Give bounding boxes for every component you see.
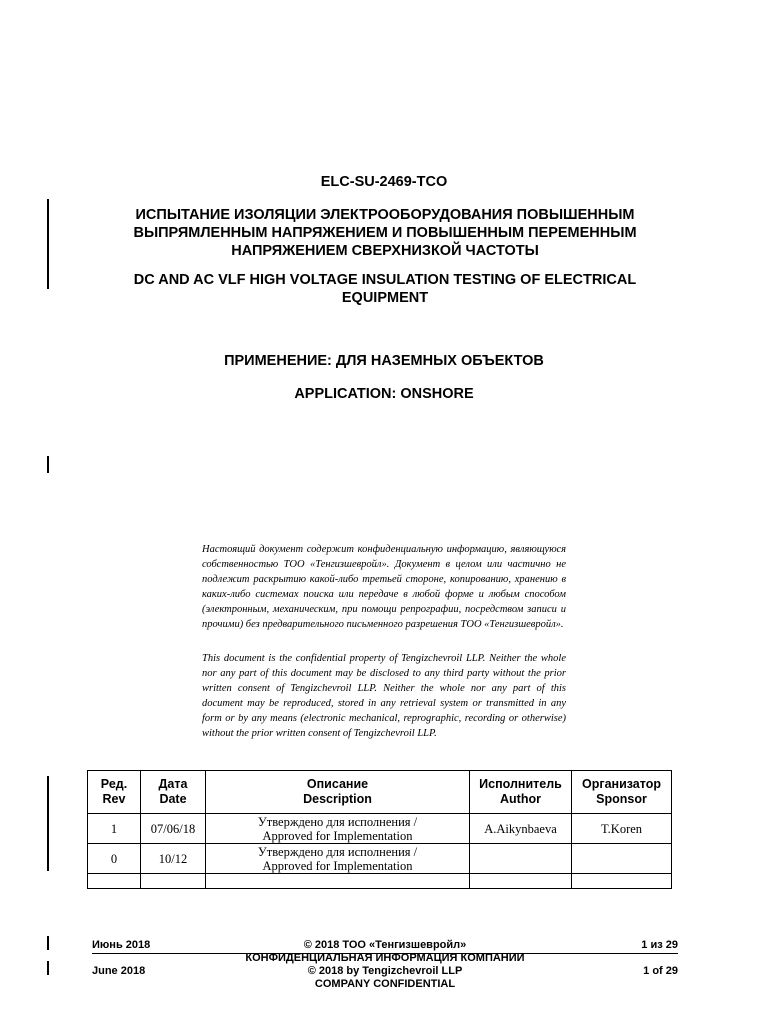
footer-page-en: 1 of 29 xyxy=(643,965,678,977)
cell-date: 10/12 xyxy=(141,844,206,874)
header-sponsor-en: Sponsor xyxy=(596,792,647,806)
cell-rev: 0 xyxy=(88,844,141,874)
header-description-ru: Описание xyxy=(306,777,369,791)
header-rev-en: Rev xyxy=(102,792,126,806)
revision-table-header xyxy=(88,771,672,814)
header-author-ru: Исполнитель xyxy=(479,777,562,791)
header-date-ru: Дата xyxy=(158,777,188,791)
header-date xyxy=(141,771,206,814)
header-rev xyxy=(88,771,141,814)
header-sponsor-ru: Организатор xyxy=(582,777,661,791)
document-number: ELC-SU-2469-TCO xyxy=(320,174,448,190)
confidentiality-notice-en: This document is the confidential property of Tengizchevroil LLP. Neither the whole nor any part of this document may be disclosed to any third party without the prior written consent of Tengizchevroil LLP. Neither the whole nor any part of this document may be reproduced, stored in any retrieval system or transmitted in any form or by any means (electronic mechanical, reprographic, recording or otherwise) without the prior written consent of Tengizchevroil LLP. xyxy=(202,653,566,739)
cell-rev: 1 xyxy=(88,814,141,844)
header-sponsor xyxy=(572,771,672,814)
cell-description xyxy=(206,844,470,874)
cell-empty xyxy=(88,874,141,889)
change-bar-footer-1 xyxy=(47,936,49,950)
table-row-empty xyxy=(88,874,672,889)
change-bar-mid xyxy=(47,456,49,473)
cell-sponsor: T.Koren xyxy=(572,814,672,844)
document-title-ru: ИСПЫТАНИЕ ИЗОЛЯЦИИ ЭЛЕКТРООБОРУДОВАНИЯ ПОВЫШЕННЫМ ВЫПРЯМЛЕННЫМ НАПРЯЖЕНИЕМ И ПОВЫШЕННЫМ ПЕРЕМЕННЫМ НАПРЯЖЕНИЕМ СВЕРХНИЗКОЙ ЧАСТОТЫ xyxy=(133,207,637,259)
cell-empty xyxy=(470,874,572,889)
cell-author xyxy=(470,844,572,874)
cell-date: 07/06/18 xyxy=(141,814,206,844)
header-author xyxy=(470,771,572,814)
table-row xyxy=(88,844,672,874)
header-description-en: Description xyxy=(303,792,372,806)
footer-copyright-ru: © 2018 ТОО «Тенгизшевройл» xyxy=(303,939,467,951)
footer-copyright-en: © 2018 by Tengizchevroil LLP xyxy=(307,965,463,977)
change-bar-title xyxy=(47,199,49,289)
cell-empty xyxy=(141,874,206,889)
table-row xyxy=(88,814,672,844)
change-bar-footer-2 xyxy=(47,961,49,975)
footer-date-ru: Июнь 2018 xyxy=(92,939,151,951)
cell-description-ru: Утверждено для исполнения / xyxy=(257,814,418,829)
footer-confidential-ru: КОНФИДЕНЦИАЛЬНАЯ ИНФОРМАЦИЯ КОМПАНИИ xyxy=(245,952,525,964)
cell-description-en: Approved for Implementation xyxy=(262,858,413,873)
revision-table xyxy=(87,770,672,889)
footer-page-ru: 1 из 29 xyxy=(641,939,678,951)
cell-author: A.Aikynbaeva xyxy=(470,814,572,844)
application-ru: ПРИМЕНЕНИЕ: ДЛЯ НАЗЕМНЫХ ОБЪЕКТОВ xyxy=(224,353,544,369)
cell-empty xyxy=(572,874,672,889)
footer-date-en: June 2018 xyxy=(92,965,146,977)
cell-description xyxy=(206,814,470,844)
header-description xyxy=(206,771,470,814)
application-en: APPLICATION: ONSHORE xyxy=(294,386,474,402)
document-title-en: DC AND AC VLF HIGH VOLTAGE INSULATION TESTING OF ELECTRICAL EQUIPMENT xyxy=(133,272,637,306)
cell-description-ru: Утверждено для исполнения / xyxy=(257,844,418,859)
cell-description-en: Approved for Implementation xyxy=(262,828,413,843)
cell-empty xyxy=(206,874,470,889)
header-rev-ru: Ред. xyxy=(100,777,128,791)
header-date-en: Date xyxy=(159,792,187,806)
footer-confidential-en: COMPANY CONFIDENTIAL xyxy=(314,978,456,990)
confidentiality-notice-ru: Настоящий документ содержит конфиденциальную информацию, являющуюся собственностью ТОО «Тенгизшевройл». Документ в целом или частично не подлежит раскрытию какой-либо третьей стороне, копированию, хранению в каких-либо системах поиска или передаче в любой форме и любым способом (электронным, механическим, при помощи репрографии, посредством записи и прочими) без предварительного письменного разрешения ТОО «Тенгизшевройл». xyxy=(202,544,566,630)
cell-sponsor xyxy=(572,844,672,874)
change-bar-table xyxy=(47,776,49,871)
header-author-en: Author xyxy=(500,792,541,806)
